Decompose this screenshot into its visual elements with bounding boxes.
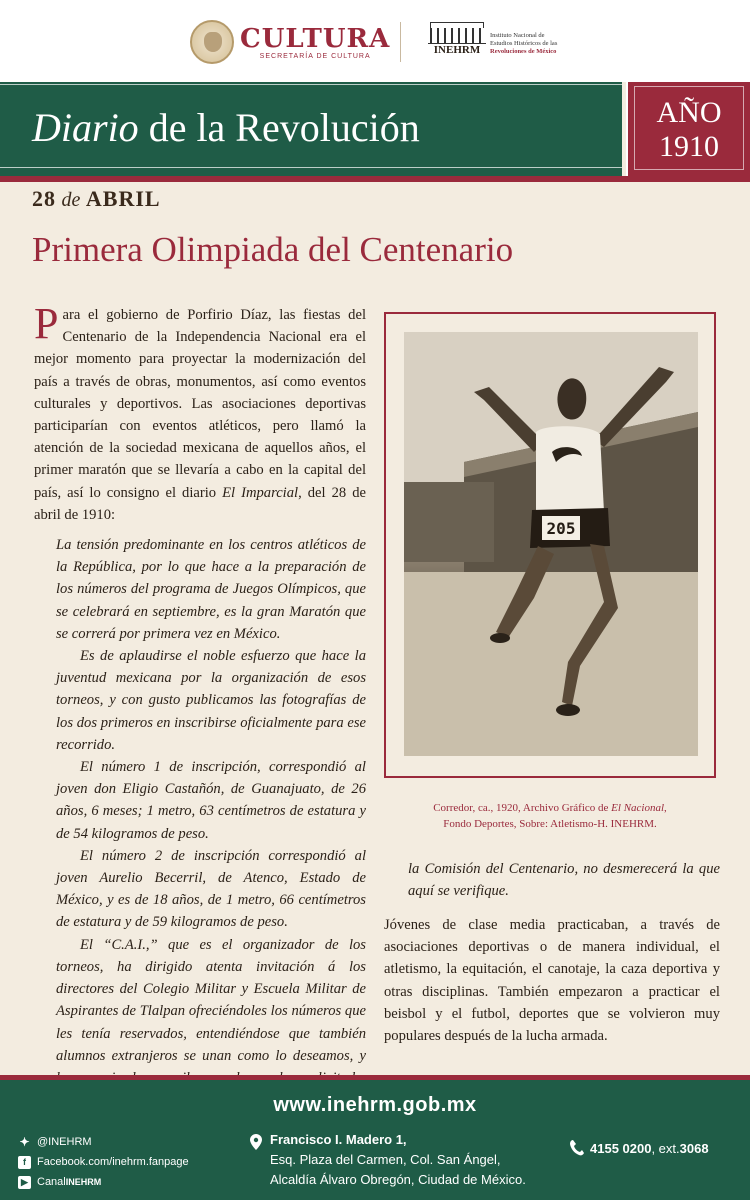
facebook-link[interactable]: f Facebook.com/inehrm.fanpage (18, 1152, 189, 1172)
quote-paragraph: La tensión predominante en los centros atléticos de la República, por lo que hace a la preparación de los números del programa de Juegos Olímpicos, que se celebrará en septiembre, es la gran Maratón que se correrá por primera vez en México. (56, 537, 366, 642)
drop-cap: P (34, 299, 59, 348)
title-band (0, 82, 622, 176)
inehrm-line-2: Estudios Históricos de las (490, 40, 558, 47)
year-box (626, 82, 750, 176)
quote-paragraph: El número 1 de inscripción, correspondió al joven don Eligio Castañón, de Guanajuato, de 26 años, 6 meses; 1 metro, 63 centímetros de estatura y de 54 kilogramos de peso. (56, 759, 366, 842)
diary-title-italic: Diario (32, 105, 139, 150)
youtube-link[interactable]: ▶ Canal INEHRM (18, 1172, 189, 1192)
address-line-1: Francisco I. Madero 1, (270, 1132, 407, 1147)
inehrm-line-3: Revoluciones de México (490, 48, 557, 55)
cultura-name: CULTURA (240, 23, 391, 54)
photo-caption: Corredor, ca., 1920, Archivo Gráfico de El Nacional, Fondo Deportes, Sobre: Atletismo-H. INEHRM. (384, 800, 716, 832)
quote-paragraph: El número 2 de inscripción correspondió al joven Aurelio Becerril, de Atenco, Estado de México, y es de 18 años, de 1 metro, 66 centímetros de estatura y de 59 kilogramos de peso. (56, 847, 366, 931)
location-pin-icon (250, 1134, 262, 1150)
social-links (18, 1132, 189, 1192)
phone-icon (570, 1140, 584, 1156)
coat-of-arms-icon (190, 20, 234, 64)
facebook-icon: f (18, 1156, 31, 1169)
header-logos (0, 0, 750, 82)
address (252, 1130, 526, 1190)
phone-extension: 3068 (679, 1140, 709, 1156)
quote-paragraph: El “C.A.I.,” que es el organizador de los torneos, ha dirigido atenta invitación á los directores del Colegio Militar y Escuela Militar de Aspirantes de Tlalpan ofreciéndoles los números que les tenía reservados, entendiéndose que también alumnos extranjeros se unan como lo deseamos, y (56, 936, 366, 1064)
intro-paragraph: Para el gobierno de Porfirio Díaz, las fiestas del Centenario de la Independencia Nacional era el mejor momento para proyectar la modernización del país a través de obras, monumentos, así como eventos culturales y deportivos. Las asociaciones deportivas participarían con eventos atléticos, pero llamó la atención de la sociedad mexicana de aquellos años, el primer maratón que se llevaría a cabo en la capital del país, así lo consigno el diario El Imparcial, del 28 de abril de 1910: (34, 299, 366, 523)
inehrm-logo (428, 22, 557, 56)
runner-photo (404, 332, 698, 756)
phone-number: 4155 0200 (590, 1140, 652, 1156)
headline: Primera Olimpiada del Centenario (32, 230, 514, 269)
logo-divider (400, 22, 401, 62)
caption-source: El Nacional (611, 802, 665, 814)
phone[interactable]: 4155 0200 , ext. 3068 (570, 1140, 709, 1156)
date-day: 28 (32, 186, 56, 211)
date-month: ABRIL (85, 186, 161, 211)
article-left-column (34, 299, 366, 1111)
youtube-icon: ▶ (18, 1176, 31, 1189)
twitter-link[interactable]: ✦ @INEHRM (19, 1134, 92, 1149)
footer (0, 1080, 750, 1200)
photo-frame (384, 312, 716, 778)
twitter-icon: ✦ (19, 1134, 30, 1149)
website-link[interactable]: www.inehrm.gob.mx (273, 1094, 477, 1116)
article-date (32, 186, 161, 212)
inehrm-line-1: Instituto Nacional de (490, 32, 545, 39)
address-line-3: Alcaldía Álvaro Obregón, Ciudad de México. (270, 1172, 526, 1187)
diary-title-rest: de la Revolución (138, 105, 420, 150)
newspaper-quote (56, 534, 366, 1111)
inehrm-full-name (490, 32, 557, 56)
diary-title (32, 104, 420, 151)
intro-source: El Imparcial (222, 484, 299, 501)
cultura-subtitle: SECRETARÍA DE CULTURA (259, 52, 371, 60)
building-icon (428, 22, 486, 56)
band-separator (0, 176, 750, 182)
year-label: AÑO (656, 96, 722, 129)
inehrm-short-name: INEHRM (428, 43, 486, 56)
bib-number: 205 (546, 519, 576, 538)
closing-paragraph: Jóvenes de clase media practicaban, a través de asociaciones deportivas o de manera individual, el atletismo, la equitación, el canotaje, la caza deportiva y otras disciplinas. También empezaron a practicar el beisbol y el futbol, deportes que se volvieron muy populares después de la lucha armada. (384, 917, 720, 1045)
cultura-logo (190, 20, 390, 64)
address-line-2: Esq. Plaza del Carmen, Col. San Ángel, (270, 1152, 501, 1167)
year-value: 1910 (659, 130, 719, 163)
date-de: de (61, 189, 81, 211)
quote-continuation: la Comisión del Centenario, no desmerecerá la que aquí se verifique. (408, 861, 720, 900)
caption-line-2: Fondo Deportes, Sobre: Atletismo-H. INEHRM. (443, 818, 657, 830)
quote-paragraph: Es de aplaudirse el noble esfuerzo que hace la juventud mexicana por la organización de esos torneos, y con gusto publicamos las fotografías de los dos primeros en inscribirse oficialmente para ese recorrido. (56, 648, 366, 753)
